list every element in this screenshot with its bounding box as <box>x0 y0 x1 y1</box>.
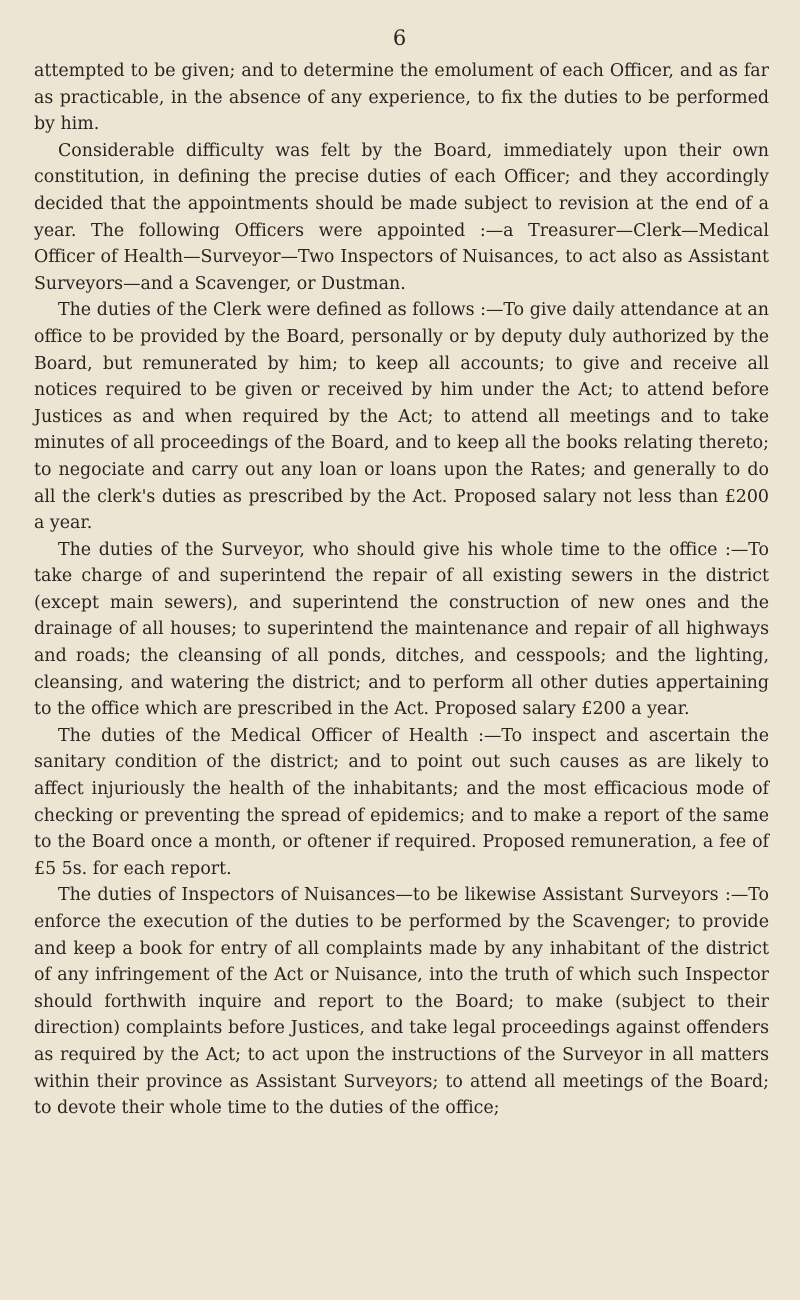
paragraph-inspector-duties: The duties of Inspectors of Nuisances—to be likewise Assistant Surveyors :—To enforce the execution of the duties to be performed by the Scavenger; to provide and keep a book for entry of all complaints made by any inhabitant of the district of any infringement of the Act or Nuisance, into the truth of which such Inspector should forthwith inquire and report to the Board; to make (subject to their direction) complaints before Justices, and take legal proceedings against offenders as required by the Act; to act upon the instructions of the Surveyor in all matters within their province as Assistant Surveyors; to attend all meetings of the Board; to devote their whole time to the duties of the office; <box>34 885 769 1119</box>
page-number: 6 <box>392 26 408 50</box>
paragraph-surveyor-duties: The duties of the Surveyor, who should give his whole time to the office :—To take charge of and superintend the repair of all existing sewers in the district (except main sewers), and superintend the construction of new ones and the drainage of all houses; to superintend the maintenance and repair of all highways and roads; the cleansing of all ponds, ditches, and cesspools; and the lighting, cleansing, and watering the district; and to perform all other duties appertaining to the office which are prescribed in the Act. Proposed salary £200 a year. <box>34 539 769 720</box>
paragraph-medical-officer-duties: The duties of the Medical Officer of Health :—To inspect and ascertain the sanitary condition of the district; and to point out such causes as are likely to affect injuriously the health of the inhabitants; and the most efficacious mode of checking or preventing the spread of epidemics; and to make a report of the same to the Board once a month, or oftener if required. Proposed remuneration, a fee of £5 5s. for each report. <box>34 725 769 879</box>
paragraph-continuation: attempted to be given; and to determine the emolument of each Officer, and as far as practicable, in the absence of any experience, to fix the duties to be performed by him. <box>34 61 769 135</box>
body-text <box>34 58 769 1122</box>
paragraph-clerk-duties: The duties of the Clerk were defined as follows :—To give daily attendance at an office to be provided by the Board, personally or by deputy duly authorized by the Board, but remunerated by him; to keep all accounts; to give and receive all notices required to be given or received by him under the Act; to attend before Justices as and when required by the Act; to attend all meetings and to take minutes of all proceedings of the Board, and to keep all the books relating thereto; to negociate and carry out any loan or loans upon the Rates; and generally to do all the clerk's duties as prescribed by the Act. Proposed salary not less than £200 a year. <box>34 300 769 534</box>
paragraph-board-appointments: Considerable difficulty was felt by the Board, immediately upon their own constitution, in defining the precise duties of each Officer; and they accordingly decided that the appointments should be made subject to revision at the end of a year. The following Officers were appointed :—a Treasurer—Clerk—Medical Officer of Health—Surveyor—Two Inspectors of Nuisances, to act also as Assistant Surveyors—and a Scavenger, or Dustman. <box>34 140 769 294</box>
